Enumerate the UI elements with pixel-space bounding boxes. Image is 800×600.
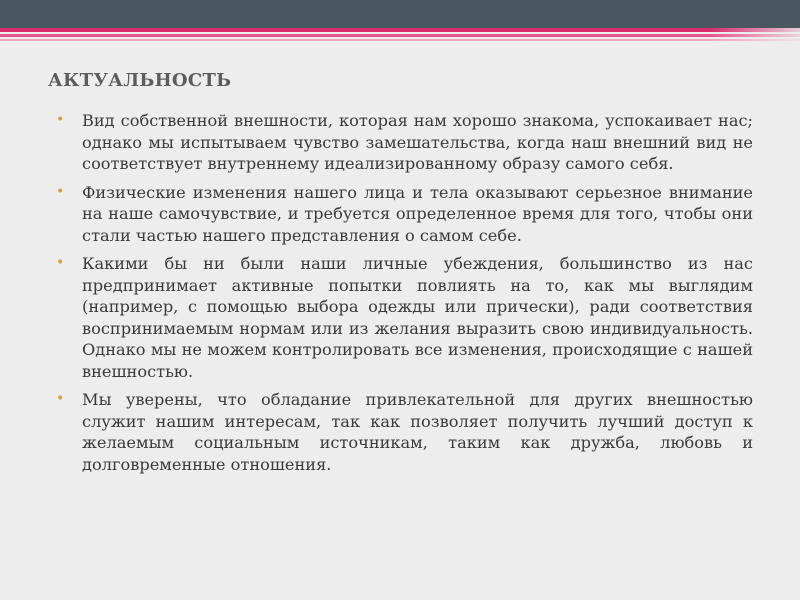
- slide-title: АКТУАЛЬНОСТЬ: [48, 70, 232, 91]
- list-item: [56, 110, 753, 175]
- header-bar: [0, 0, 800, 28]
- bullet-text: Какими бы ни были наши личные убеждения, большинство из нас предпринимает активные попытки повлиять на то, как мы выглядим (например, с помощью выбора одежды или прически), ради соответствия воспринимаемым нормам или из желания выразить свою индивидуальность. Однако мы не можем контролировать все изменения, происходящие с нашей внешностью.: [82, 254, 753, 381]
- header-stripe-fade: [710, 28, 800, 42]
- header-stripe: [0, 39, 800, 41]
- header-stripe: [0, 34, 800, 37]
- bullet-icon: •: [56, 255, 65, 271]
- bullet-text: Физические изменения нашего лица и тела оказывают серьезное внимание на наше самочувствие, и требуется определенное время для того, чтобы они стали частью нашего представления о самом себе.: [82, 182, 753, 245]
- bullet-icon: •: [56, 391, 65, 407]
- list-item: [56, 389, 753, 475]
- bullet-icon: •: [56, 112, 65, 128]
- list-item: [56, 253, 753, 382]
- bullet-text: Мы уверены, что обладание привлекательной для других внешностью служит нашим интересам, так как позволяет получить лучший доступ к желаемым социальным источникам, таким как дружба, любовь и долговременные отношения.: [82, 390, 753, 474]
- bullet-text: Вид собственной внешности, которая нам хорошо знакома, успокаивает нас; однако мы испытываем чувство замешательства, когда наш внешний вид не соответствует внутреннему идеализированному образу самого себя.: [82, 111, 753, 173]
- bullet-list: [56, 110, 753, 482]
- bullet-icon: •: [56, 183, 65, 200]
- header-stripe: [0, 28, 800, 32]
- list-item: [56, 182, 753, 247]
